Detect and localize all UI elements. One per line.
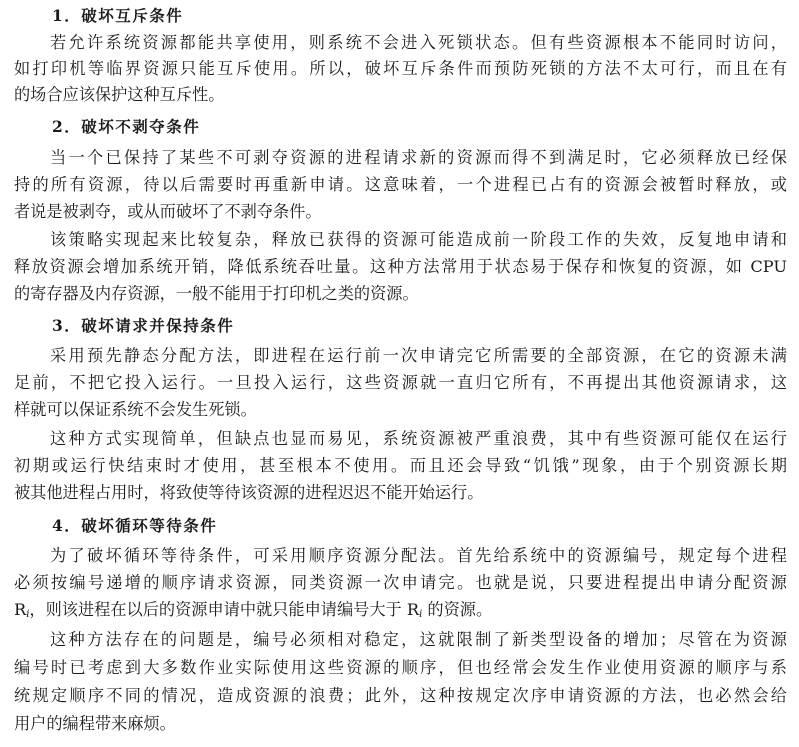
paragraph-line: 这种方式实现简单，但缺点也显而易见，系统资源被严重浪费，其中有些资源可能仅在运行 <box>50 429 787 448</box>
formula-line <box>14 597 787 623</box>
resource-subscript: i <box>419 609 423 620</box>
section-heading-3: 3．破坏请求并保持条件 <box>52 316 235 335</box>
resource-symbol: R <box>14 600 27 619</box>
paragraph-line: 持的所有资源，待以后需要时再重新申请。这意味着，一个进程已占有的资源会被暂时释放，或 <box>14 175 787 194</box>
resource-symbol: R <box>406 600 420 619</box>
paragraph-line: 被其他进程占用时，将致使等待该资源的进程迟迟不能开始运行。 <box>14 483 484 502</box>
section-heading-1: 1．破坏互斥条件 <box>52 6 184 25</box>
section-heading-4: 4．破坏循环等待条件 <box>52 516 218 535</box>
paragraph-line: 样就可以保证系统不会发生死锁。 <box>14 400 257 419</box>
formula-text-2: 的资源。 <box>422 600 493 619</box>
paragraph-line: 若允许系统资源都能共享使用，则系统不会进入死锁状态。但有些资源根本不能同时访问， <box>50 33 787 52</box>
paragraph-line: 这种方法存在的问题是，编号必须相对稳定，这就限制了新类型设备的增加；尽管在为资源 <box>50 630 787 649</box>
paragraph-line: 如打印机等临界资源只能互斥使用。所以，破坏互斥条件而预防死锁的方法不太可行，而且在有 <box>14 59 787 78</box>
paragraph-line: 采用预先静态分配方法，即进程在运行前一次申请完它所需要的全部资源，在它的资源未满 <box>50 346 787 365</box>
paragraph-line: 初期或运行快结束时才使用，甚至根本不使用。而且还会导致“饥饿”现象，由于个别资源长期 <box>14 456 787 475</box>
formula-text-1: ，则该进程在以后的资源申请中就只能申请编号大于 <box>29 600 407 619</box>
paragraph-line: 释放资源会增加系统开销，降低系统吞吐量。这种方法常用于状态易于保存和恢复的资源，如 CPU <box>14 257 787 276</box>
paragraph-line: 用户的编程带来麻烦。 <box>14 714 176 733</box>
paragraph-line: 必须按编号递增的顺序请求资源，同类资源一次申请完。也就是说，只要进程提出申请分配资源 <box>14 573 787 592</box>
paragraph-line: 的场合应该保护这种互斥性。 <box>14 85 225 104</box>
paragraph-line: 当一个已保持了某些不可剥夺资源的进程请求新的资源而得不到满足时，它必须释放已经保 <box>50 148 787 167</box>
paragraph-line: 编号时已考虑到大多数作业实际使用这些资源的顺序，但也经常会发生作业使用资源的顺序与系 <box>14 658 787 677</box>
paragraph-line: 足前，不把它投入运行。一旦投入运行，这些资源就一直归它所有，不再提出其他资源请求，这 <box>14 373 787 392</box>
paragraph-line: 者说是被剥夺，或从而破坏了不剥夺条件。 <box>14 202 322 221</box>
paragraph-line: 统规定顺序不同的情况，造成资源的浪费；此外，这种按规定次序申请资源的方法，也必然会给 <box>14 686 787 705</box>
paragraph-line: 的寄存器及内存资源，一般不能用于打印机之类的资源。 <box>14 284 419 303</box>
section-heading-2: 2．破坏不剥夺条件 <box>52 117 201 136</box>
paragraph-line: 该策略实现起来比较复杂，释放已获得的资源可能造成前一阶段工作的失效，反复地申请和 <box>50 230 787 249</box>
resource-subscript: i <box>26 609 30 620</box>
paragraph-line: 为了破坏循环等待条件，可采用顺序资源分配法。首先给系统中的资源编号，规定每个进程 <box>50 546 787 565</box>
